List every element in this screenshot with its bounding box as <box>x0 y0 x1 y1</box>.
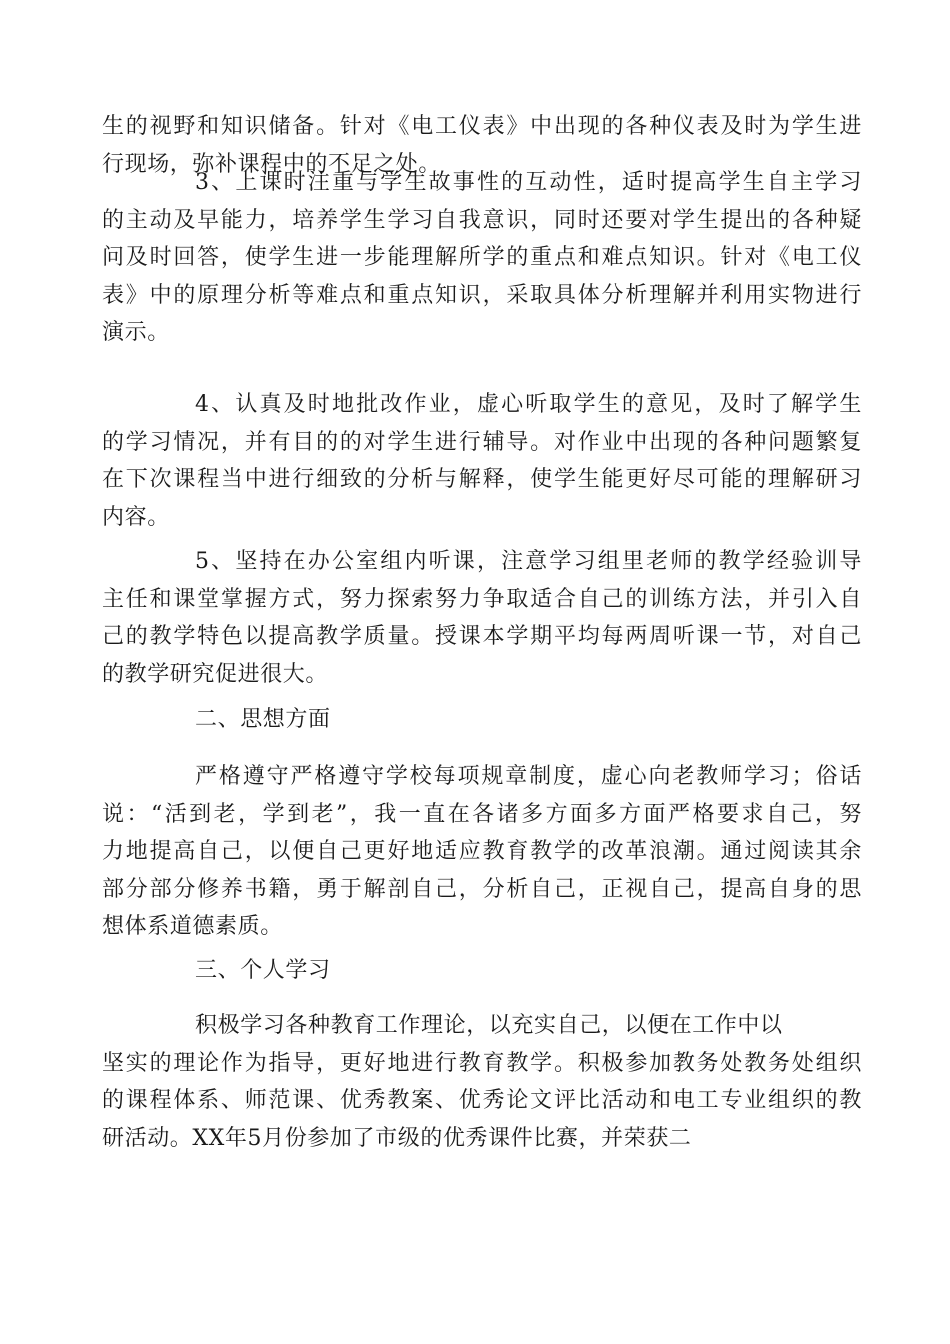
text-line: 的教学研究促进很大。 <box>102 661 329 687</box>
paragraph <box>102 164 862 352</box>
text-line: 演示。 <box>102 320 170 345</box>
heading-text: 三、个人学习 <box>195 958 331 983</box>
text-line: 的主动及早能力，培养学生学习自我意识，同时还要对学生提出的各种疑 <box>102 207 862 233</box>
section-heading <box>102 701 862 739</box>
paragraph <box>102 1007 862 1157</box>
text-line: 内容。 <box>102 504 170 530</box>
text-line: 行现场，弥补课程中的不足之处。 <box>102 151 442 177</box>
text-line: 己的教学特色以提高教学质量。授课本学期平均每两周听课一节，对自己 <box>102 624 862 649</box>
text-line: 想体系道德素质。 <box>102 914 283 939</box>
text-line: 3、上课时注重与学生故事性的互动性，适时提高学生自主学习 <box>195 170 862 195</box>
text-line: 坚实的理论作为指导，更好地进行教育教学。积极参加教务处教务处组织 <box>102 1050 862 1076</box>
text-line: 部分部分修养书籍，勇于解剖自己，分析自己，正视自己，提高自身的思 <box>102 876 862 902</box>
paragraph <box>102 386 862 536</box>
text-line: 严格遵守严格遵守学校每项规章制度，虚心向老教师学习；俗话 <box>195 764 862 789</box>
paragraph <box>102 758 862 946</box>
text-line: 在下次课程当中进行细致的分析与解释，使学生能更好尽可能的理解研习 <box>102 467 862 492</box>
text-line: 问及时回答，使学生进一步能理解所学的重点和难点知识。针对《电工仪 <box>102 245 862 270</box>
text-line: 的学习情况，并有目的的对学生进行辅导。对作业中出现的各种问题繁复 <box>102 429 862 455</box>
text-line: 积极学习各种教育工作理论，以充实自己，以便在工作中以 <box>195 1013 783 1038</box>
text-line: 5、坚持在办公室组内听课，注意学习组里老师的教学经验训导 <box>195 549 862 574</box>
paragraph <box>102 543 862 693</box>
text-line: 4、认真及时地批改作业，虚心听取学生的意见，及时了解学生 <box>195 392 862 417</box>
text-line: 表》中的原理分析等难点和重点知识，采取具体分析理解并利用实物进行 <box>102 282 862 308</box>
text-line: 生的视野和知识储备。针对《电工仪表》中出现的各种仪表及时为学生进 <box>102 114 862 139</box>
text-line: 力地提高自己，以便自己更好地适应教育教学的改革浪潮。通过阅读其余 <box>102 839 862 864</box>
text-line: 主任和课堂掌握方式，努力探索努力争取适合自己的训练方法，并引入自 <box>102 586 862 612</box>
section-heading <box>102 952 862 990</box>
text-line: 研活动。XX年5月份参加了市级的优秀课件比赛，并荣获二 <box>102 1125 692 1151</box>
text-line: 说：“活到老，学到老”，我一直在各诸多方面多方面严格要求自己，努 <box>102 801 862 827</box>
heading-text: 二、思想方面 <box>195 707 331 732</box>
text-line: 的课程体系、师范课、优秀教案、优秀论文评比活动和电工专业组织的教 <box>102 1088 862 1113</box>
